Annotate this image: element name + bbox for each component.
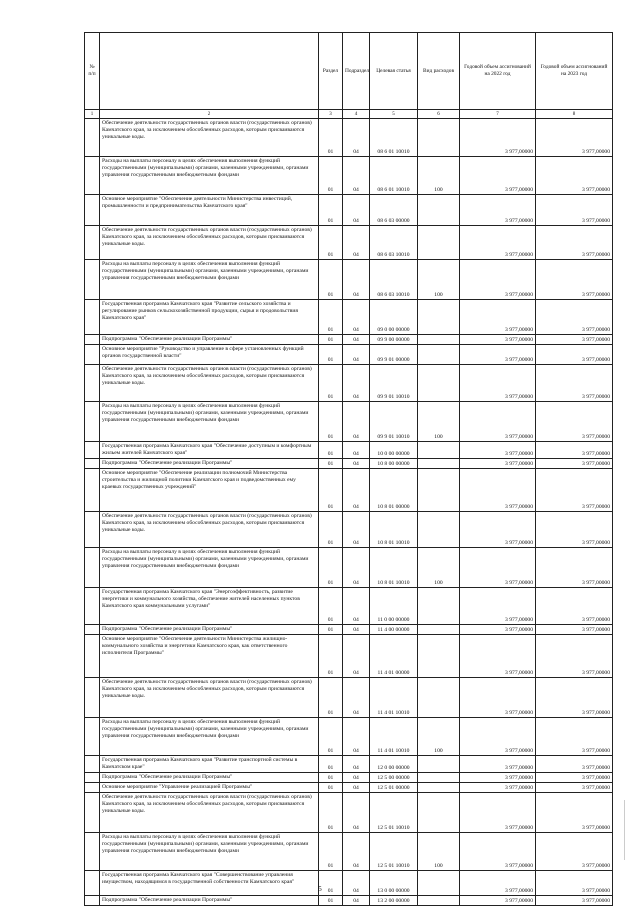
- row-podrazdel: 04: [343, 195, 370, 226]
- row-2022: 3 977,00000: [460, 335, 536, 345]
- row-stat: 09 0 00 00000: [370, 300, 418, 335]
- col-number: 6: [418, 110, 460, 119]
- row-razdel: 01: [319, 783, 343, 793]
- row-vid: [418, 300, 460, 335]
- row-2022: 3 977,00000: [460, 469, 536, 512]
- row-stat: 08 6 03 00000: [370, 195, 418, 226]
- row-2022: 3 977,00000: [460, 548, 536, 588]
- row-num: [85, 195, 100, 226]
- budget-table: [84, 32, 613, 906]
- row-stat: 10 8 01 00000: [370, 469, 418, 512]
- row-podrazdel: 04: [343, 260, 370, 300]
- row-stat: 10 8 01 10010: [370, 512, 418, 548]
- row-razdel: 01: [319, 469, 343, 512]
- row-name: Расходы на выплаты персоналу в целях обеспечения выполнения функций государственными (муниципальными) органами, казенными учреждениями, органами управления государственными внебюджетными фондами: [100, 402, 319, 442]
- row-razdel: 01: [319, 119, 343, 157]
- row-razdel: 01: [319, 756, 343, 773]
- row-razdel: 01: [319, 678, 343, 718]
- row-num: [85, 459, 100, 469]
- header-podrazdel: Подраздел: [343, 33, 370, 110]
- row-name: Расходы на выплаты персоналу в целях обеспечения выполнения функций государственными (муниципальными) органами, казенными учреждениями, органами управления государственными внебюджетными фондами: [100, 833, 319, 871]
- row-2022: 3 977,00000: [460, 157, 536, 195]
- row-2023: 3 977,00000: [536, 718, 613, 756]
- row-2022: 3 977,00000: [460, 402, 536, 442]
- row-podrazdel: 04: [343, 469, 370, 512]
- row-2023: 3 977,00000: [536, 833, 613, 871]
- row-podrazdel: 04: [343, 345, 370, 365]
- row-name: Государственная программа Камчатского края "Совершенствование управления имуществом, находящимся в государственной собственности Камчатского края": [100, 871, 319, 896]
- table-row: [85, 756, 613, 773]
- row-num: [85, 896, 100, 906]
- row-2022: 3 977,00000: [460, 783, 536, 793]
- row-2022: 3 977,00000: [460, 678, 536, 718]
- row-podrazdel: 04: [343, 459, 370, 469]
- row-2023: 3 977,00000: [536, 459, 613, 469]
- header-name: [100, 33, 319, 110]
- row-vid: [418, 588, 460, 625]
- row-vid: [418, 442, 460, 459]
- row-vid: 100: [418, 718, 460, 756]
- row-2022: 3 977,00000: [460, 625, 536, 635]
- row-stat: 12 5 01 00000: [370, 783, 418, 793]
- column-number-row: [85, 110, 613, 119]
- row-razdel: 01: [319, 260, 343, 300]
- row-stat: 08 6 03 10010: [370, 260, 418, 300]
- col-number: 5: [370, 110, 418, 119]
- row-num: [85, 119, 100, 157]
- table-row: [85, 119, 613, 157]
- row-2023: 3 977,00000: [536, 635, 613, 678]
- row-stat: 09 9 00 00000: [370, 335, 418, 345]
- row-2023: 3 977,00000: [536, 442, 613, 459]
- row-stat: 10 0 00 00000: [370, 442, 418, 459]
- row-razdel: 01: [319, 442, 343, 459]
- row-razdel: 01: [319, 335, 343, 345]
- row-2022: 3 977,00000: [460, 512, 536, 548]
- row-num: [85, 833, 100, 871]
- row-vid: [418, 625, 460, 635]
- row-2022: 3 977,00000: [460, 756, 536, 773]
- table-row: [85, 773, 613, 783]
- row-stat: 09 9 01 10010: [370, 402, 418, 442]
- row-razdel: 01: [319, 195, 343, 226]
- row-2022: 3 977,00000: [460, 260, 536, 300]
- table-row: [85, 469, 613, 512]
- col-number: 2: [100, 110, 319, 119]
- row-name: Расходы на выплаты персоналу в целях обеспечения выполнения функций государственными (муниципальными) органами, казенными учреждениями, органами управления государственными внебюджетными фондами: [100, 548, 319, 588]
- row-num: [85, 756, 100, 773]
- row-vid: [418, 635, 460, 678]
- table-row: [85, 157, 613, 195]
- row-2023: 3 977,00000: [536, 512, 613, 548]
- row-razdel: 01: [319, 896, 343, 906]
- row-vid: [418, 678, 460, 718]
- row-stat: 12 0 00 00000: [370, 756, 418, 773]
- table-row: [85, 335, 613, 345]
- row-stat: 11 0 00 00000: [370, 588, 418, 625]
- row-vid: [418, 335, 460, 345]
- table-row: [85, 459, 613, 469]
- row-num: [85, 345, 100, 365]
- row-razdel: 01: [319, 300, 343, 335]
- table-row: [85, 300, 613, 335]
- row-2023: 3 977,00000: [536, 260, 613, 300]
- table-row: [85, 442, 613, 459]
- row-vid: [418, 195, 460, 226]
- row-podrazdel: 04: [343, 625, 370, 635]
- row-name: Государственная программа Камчатского края "Развитие сельского хозяйства и регулирование рынков сельскохозяйственной продукции, сырья и продовольствия Камчатского края": [100, 300, 319, 335]
- col-number: 8: [536, 110, 613, 119]
- row-2023: 3 977,00000: [536, 756, 613, 773]
- row-razdel: 01: [319, 625, 343, 635]
- row-2022: 3 977,00000: [460, 773, 536, 783]
- row-2023: 3 977,00000: [536, 896, 613, 906]
- row-2022: 3 977,00000: [460, 119, 536, 157]
- row-vid: [418, 226, 460, 260]
- row-razdel: 01: [319, 226, 343, 260]
- row-2023: 3 977,00000: [536, 793, 613, 833]
- row-stat: 08 6 01 10010: [370, 157, 418, 195]
- row-name: Обеспечение деятельности государственных органов власти (государственных органов) Камчатского края, за исключением обособленных расходов, которым присваиваются уникальные коды.: [100, 119, 319, 157]
- row-name: Основное мероприятие "Обеспечение реализации полномочий Министерства строительства и жилищной политики Камчатского края и подведомственных ему краевых государственных учреждений": [100, 469, 319, 512]
- row-podrazdel: 04: [343, 402, 370, 442]
- row-2023: 3 977,00000: [536, 678, 613, 718]
- row-name: Подпрограмма "Обеспечение реализации Программы": [100, 459, 319, 469]
- row-vid: 100: [418, 833, 460, 871]
- row-podrazdel: 04: [343, 783, 370, 793]
- row-podrazdel: 04: [343, 548, 370, 588]
- row-stat: 11 4 00 00000: [370, 625, 418, 635]
- row-2023: 3 977,00000: [536, 402, 613, 442]
- row-name: Государственная программа Камчатского края "Энергоэффективность, развитие энергетики и коммунального хозяйства, обеспечение жителей населенных пунктов Камчатского края коммунальными услугами": [100, 588, 319, 625]
- row-podrazdel: 04: [343, 635, 370, 678]
- row-2022: 3 977,00000: [460, 365, 536, 402]
- row-podrazdel: 04: [343, 512, 370, 548]
- row-podrazdel: 04: [343, 896, 370, 906]
- row-stat: 13 0 00 00000: [370, 871, 418, 896]
- table-row: [85, 635, 613, 678]
- row-stat: 12 5 01 10010: [370, 793, 418, 833]
- row-name: Расходы на выплаты персоналу в целях обеспечения выполнения функций государственными (муниципальными) органами, казенными учреждениями, органами управления государственными внебюджетными фондами: [100, 157, 319, 195]
- row-2023: 3 977,00000: [536, 773, 613, 783]
- table-row: [85, 548, 613, 588]
- table-row: [85, 365, 613, 402]
- row-name: Расходы на выплаты персоналу в целях обеспечения выполнения функций государственными (муниципальными) органами, казенными учреждениями, органами управления государственными внебюджетными фондами: [100, 718, 319, 756]
- row-2023: 3 977,00000: [536, 365, 613, 402]
- row-name: Подпрограмма "Обеспечение реализации Программы": [100, 335, 319, 345]
- table-row: [85, 226, 613, 260]
- row-razdel: 01: [319, 635, 343, 678]
- row-num: [85, 469, 100, 512]
- row-vid: [418, 783, 460, 793]
- row-stat: 09 9 01 10010: [370, 365, 418, 402]
- row-2022: 3 977,00000: [460, 635, 536, 678]
- row-stat: 13 2 00 00000: [370, 896, 418, 906]
- row-vid: [418, 119, 460, 157]
- row-2023: 3 977,00000: [536, 119, 613, 157]
- row-name: Подпрограмма "Обеспечение реализации Программы": [100, 896, 319, 906]
- row-num: [85, 783, 100, 793]
- header-2022: Годовой объем ассигнований на 2022 год: [460, 33, 536, 110]
- row-name: Основное мероприятие "Руководство и управление в сфере установленных функций органов государственной власти": [100, 345, 319, 365]
- row-razdel: 01: [319, 402, 343, 442]
- row-razdel: 01: [319, 157, 343, 195]
- scan-edge-line: [624, 800, 625, 860]
- row-num: [85, 678, 100, 718]
- row-stat: 11 4 01 10010: [370, 678, 418, 718]
- row-podrazdel: 04: [343, 335, 370, 345]
- row-2023: 3 977,00000: [536, 157, 613, 195]
- row-vid: [418, 469, 460, 512]
- row-2022: 3 977,00000: [460, 459, 536, 469]
- row-2023: 3 977,00000: [536, 588, 613, 625]
- row-2022: 3 977,00000: [460, 195, 536, 226]
- row-num: [85, 402, 100, 442]
- row-razdel: 01: [319, 773, 343, 783]
- row-razdel: 01: [319, 833, 343, 871]
- row-2022: 3 977,00000: [460, 871, 536, 896]
- row-razdel: 01: [319, 793, 343, 833]
- row-name: Обеспечение деятельности государственных органов власти (государственных органов) Камчатского края, за исключением обособленных расходов, которым присваиваются уникальные коды.: [100, 226, 319, 260]
- row-name: Обеспечение деятельности государственных органов власти (государственных органов) Камчатского края, за исключением обособленных расходов, которым присваиваются уникальные коды.: [100, 512, 319, 548]
- row-name: Подпрограмма "Обеспечение реализации Программы": [100, 773, 319, 783]
- row-name: Государственная программа Камчатского края "Обеспечение доступным и комфортным жильем жителей Камчатского края": [100, 442, 319, 459]
- row-2023: 3 977,00000: [536, 625, 613, 635]
- row-vid: 100: [418, 402, 460, 442]
- row-podrazdel: 04: [343, 588, 370, 625]
- row-name: Расходы на выплаты персоналу в целях обеспечения выполнения функций государственными (муниципальными) органами, казенными учреждениями, органами управления государственными внебюджетными фондами: [100, 260, 319, 300]
- row-num: [85, 718, 100, 756]
- row-podrazdel: 04: [343, 442, 370, 459]
- table-row: [85, 195, 613, 226]
- row-stat: 08 6 03 10010: [370, 226, 418, 260]
- table-row: [85, 512, 613, 548]
- row-2022: 3 977,00000: [460, 793, 536, 833]
- row-name: Обеспечение деятельности государственных органов власти (государственных органов) Камчатского края, за исключением обособленных расходов, которым присваиваются уникальные коды.: [100, 365, 319, 402]
- row-stat: 10 8 00 00000: [370, 459, 418, 469]
- row-num: [85, 335, 100, 345]
- row-num: [85, 625, 100, 635]
- header-2023: Годовой объем ассигнований на 2023 год: [536, 33, 613, 110]
- table-row: [85, 678, 613, 718]
- row-num: [85, 226, 100, 260]
- row-2023: 3 977,00000: [536, 335, 613, 345]
- header-stat: Целевая статья: [370, 33, 418, 110]
- page-number: 5: [318, 885, 322, 893]
- row-num: [85, 442, 100, 459]
- row-razdel: 01: [319, 512, 343, 548]
- row-2023: 3 977,00000: [536, 345, 613, 365]
- table-row: [85, 833, 613, 871]
- col-number: 7: [460, 110, 536, 119]
- row-stat: 12 5 01 10010: [370, 833, 418, 871]
- table-row: [85, 402, 613, 442]
- row-num: [85, 157, 100, 195]
- row-num: [85, 588, 100, 625]
- row-2023: 3 977,00000: [536, 548, 613, 588]
- table-row: [85, 588, 613, 625]
- table-row: [85, 896, 613, 906]
- row-vid: [418, 793, 460, 833]
- row-vid: [418, 896, 460, 906]
- table-row: [85, 625, 613, 635]
- row-podrazdel: 04: [343, 756, 370, 773]
- row-2023: 3 977,00000: [536, 300, 613, 335]
- row-razdel: 01: [319, 588, 343, 625]
- row-stat: 09 9 01 00000: [370, 345, 418, 365]
- row-num: [85, 793, 100, 833]
- row-2022: 3 977,00000: [460, 300, 536, 335]
- row-vid: [418, 459, 460, 469]
- row-name: Подпрограмма "Обеспечение реализации Программы": [100, 625, 319, 635]
- row-razdel: 01: [319, 365, 343, 402]
- row-2022: 3 977,00000: [460, 442, 536, 459]
- row-stat: 08 6 01 10010: [370, 119, 418, 157]
- row-vid: [418, 756, 460, 773]
- row-num: [85, 365, 100, 402]
- row-name: Государственная программа Камчатского края "Развитие транспортной системы в Камчатском крае": [100, 756, 319, 773]
- row-podrazdel: 04: [343, 365, 370, 402]
- row-podrazdel: 04: [343, 157, 370, 195]
- col-number: 4: [343, 110, 370, 119]
- row-num: [85, 512, 100, 548]
- row-name: Основное мероприятие "Управление реализацией Программы": [100, 783, 319, 793]
- header-vid: Вид расходов: [418, 33, 460, 110]
- row-2022: 3 977,00000: [460, 588, 536, 625]
- table-body: [85, 119, 613, 906]
- row-2023: 3 977,00000: [536, 469, 613, 512]
- row-vid: 100: [418, 548, 460, 588]
- row-name: Обеспечение деятельности государственных органов власти (государственных органов) Камчатского края, за исключением обособленных расходов, которым присваиваются уникальные коды.: [100, 793, 319, 833]
- table-row: [85, 718, 613, 756]
- row-vid: [418, 345, 460, 365]
- row-podrazdel: 04: [343, 773, 370, 783]
- header-num: № п/п: [85, 33, 100, 110]
- row-podrazdel: 04: [343, 833, 370, 871]
- row-podrazdel: 04: [343, 718, 370, 756]
- col-number: 3: [319, 110, 343, 119]
- row-vid: 100: [418, 260, 460, 300]
- row-2022: 3 977,00000: [460, 896, 536, 906]
- row-num: [85, 260, 100, 300]
- row-vid: [418, 365, 460, 402]
- table-row: [85, 793, 613, 833]
- row-razdel: 01: [319, 718, 343, 756]
- row-razdel: 01: [319, 871, 343, 896]
- row-razdel: 01: [319, 345, 343, 365]
- row-2023: 3 977,00000: [536, 871, 613, 896]
- header-row: [85, 33, 613, 110]
- row-podrazdel: 04: [343, 871, 370, 896]
- row-num: [85, 635, 100, 678]
- row-2023: 3 977,00000: [536, 226, 613, 260]
- row-name: Основное мероприятие "Обеспечение деятельности Министерства инвестиций, промышленности и предпринимательства Камчатского края": [100, 195, 319, 226]
- row-vid: [418, 512, 460, 548]
- header-razdel: Раздел: [319, 33, 343, 110]
- row-stat: 11 4 01 00000: [370, 635, 418, 678]
- row-razdel: 01: [319, 548, 343, 588]
- row-vid: [418, 773, 460, 783]
- row-podrazdel: 04: [343, 793, 370, 833]
- row-num: [85, 773, 100, 783]
- row-podrazdel: 04: [343, 119, 370, 157]
- row-2022: 3 977,00000: [460, 718, 536, 756]
- row-2022: 3 977,00000: [460, 345, 536, 365]
- row-razdel: 01: [319, 459, 343, 469]
- row-stat: 12 5 00 00000: [370, 773, 418, 783]
- table-row: [85, 345, 613, 365]
- row-stat: 10 8 01 10010: [370, 548, 418, 588]
- row-vid: 100: [418, 157, 460, 195]
- col-number: 1: [85, 110, 100, 119]
- row-2022: 3 977,00000: [460, 226, 536, 260]
- row-2023: 3 977,00000: [536, 195, 613, 226]
- row-podrazdel: 04: [343, 678, 370, 718]
- row-num: [85, 548, 100, 588]
- row-num: [85, 300, 100, 335]
- row-2022: 3 977,00000: [460, 833, 536, 871]
- row-name: Обеспечение деятельности государственных органов власти (государственных органов) Камчатского края, за исключением обособленных расходов, которым присваиваются уникальные коды.: [100, 678, 319, 718]
- row-2023: 3 977,00000: [536, 783, 613, 793]
- row-name: Основное мероприятие "Обеспечение деятельности Министерства жилищно-коммунального хозяйства и энергетики Камчатского края, как ответственного исполнителя Программы": [100, 635, 319, 678]
- table-row: [85, 783, 613, 793]
- table-row: [85, 260, 613, 300]
- row-podrazdel: 04: [343, 226, 370, 260]
- row-podrazdel: 04: [343, 300, 370, 335]
- row-stat: 11 4 01 10010: [370, 718, 418, 756]
